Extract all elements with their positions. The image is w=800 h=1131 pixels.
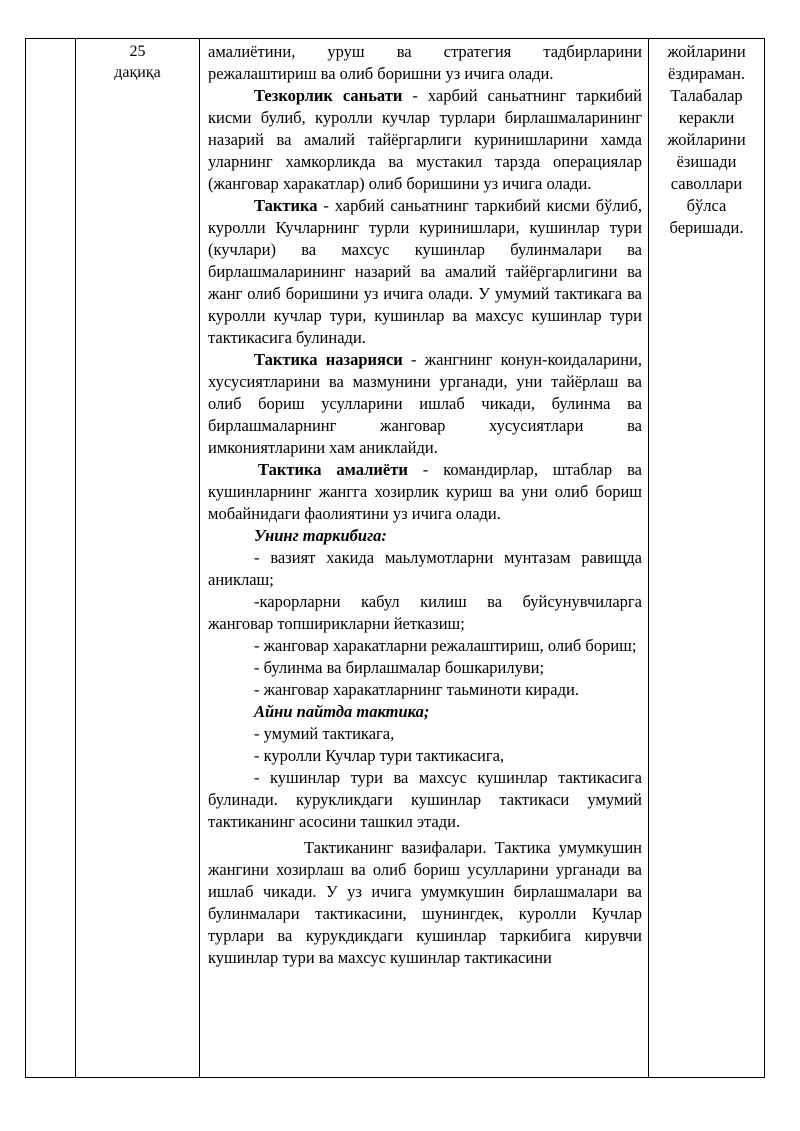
paragraph-intro: амалиётини, уруш ва стратегия тадбирларини режалаштириш ва олиб боришни уз ичига олади. xyxy=(208,42,642,83)
list-item: - умумий тактикага, xyxy=(254,724,395,743)
time-minutes: 25 xyxy=(129,43,146,60)
text-tactics: - харбий саньатнинг таркибий кисми бўлиб, куролли Кучларнинг турли куринишлари, кушинлар тури (кучлари) ва махсус кушинлар булинмалари ва бирлашмаларининг назарий ва амалий тайёргарлигини ва жанг олиб боришини уз ичига олади. У умумий тактикага ва куролли кучлар тури, кушинлар ва махсус кушинлар тури тактикасига булинади. xyxy=(208,196,642,347)
lesson-table xyxy=(25,38,765,1078)
list-item: - жанговар харакатларни режалаштириш, олиб бориш; xyxy=(254,636,637,655)
list-item: - жанговар харакатларнинг таьминоти киради. xyxy=(254,680,579,699)
time-cell xyxy=(76,39,200,1078)
text-operational-art: - харбий саньатнинг таркибий кисми булиб, куролли кучлар турлари бирлашмаларининг назарий ва амалий тайёргарлиги куринишларини хамда уларнинг хамкорликда ва мустакил тарзда операциялар (жанговар харакатлар) олиб боришини уз ичига олади. xyxy=(208,86,642,193)
list-item: -карорларни кабул килиш ва буйсунувчиларга жанговар топширикларни йетказиш; xyxy=(208,592,642,633)
heading-composition: Унинг таркибига: xyxy=(254,526,387,545)
content-cell xyxy=(200,39,649,1078)
text-tactics-practice: - командирлар, штаблар ва кушинларнинг жангга хозирлик куриш ва уни олиб бориш мобайнидаги фаолиятини уз ичига олади. xyxy=(208,460,642,523)
table-row xyxy=(26,39,765,1078)
paragraph-operational-art xyxy=(208,85,642,195)
empty-cell xyxy=(26,39,76,1078)
paragraph-tactics-practice xyxy=(208,459,642,525)
heading-divisions: Айни пайтда тактика; xyxy=(254,702,430,721)
list-item: - вазият хакида маьлумотларни мунтазам равищда аниклаш; xyxy=(208,548,642,589)
paragraph-tactics-theory xyxy=(208,349,642,459)
paragraph-tactics xyxy=(208,195,642,349)
list-item: - булинма ва бирлашмалар бошкарилуви; xyxy=(254,658,545,677)
paragraph-tasks: Тактиканинг вазифалари. Тактика умумкушин жангини хозирлаш ва олиб бориш усулларини урганади ва ишлаб чикади. У уз ичига умумкушин бирлашмалари ва булинмалари тактикасини, шунингдек, куролли Кучлар турлари ва курукдикдаги кушинлар таркибига кирувчи кушинлар тури ва махсус кушинлар тактикасини xyxy=(208,838,642,967)
term-tactics: Тактика xyxy=(254,196,318,215)
list-item: - кушинлар тури ва махсус кушинлар тактикасига булинади. курукликдаги кушинлар тактикаси умумий тактиканинг асосини ташкил этади. xyxy=(208,768,642,831)
note-cell xyxy=(649,39,765,1078)
term-tactics-theory: Тактика назарияси xyxy=(254,350,403,369)
text-tactics-theory: - жангнинг конун-коидаларини, хусусиятларини ва мазмунини урганади, уни тайёрлаш ва олиб бориш усулларини ишлаб чикади, булинма ва бирлашмаларнинг жанговар хусусиятлари ва имкониятларини хам аниклайди. xyxy=(208,350,642,457)
content-body xyxy=(200,39,648,969)
term-tactics-practice: Тактика амалиёти xyxy=(258,460,408,479)
side-note: жойларини ёздираман. Талабалар керакли жойларини ёзишади саволлари бўлса беришади. xyxy=(667,42,746,237)
list-item: - куролли Кучлар тури тактикасига, xyxy=(254,746,505,765)
time-unit: дақиқа xyxy=(114,64,161,81)
term-operational-art: Тезкорлик саньати xyxy=(254,86,403,105)
